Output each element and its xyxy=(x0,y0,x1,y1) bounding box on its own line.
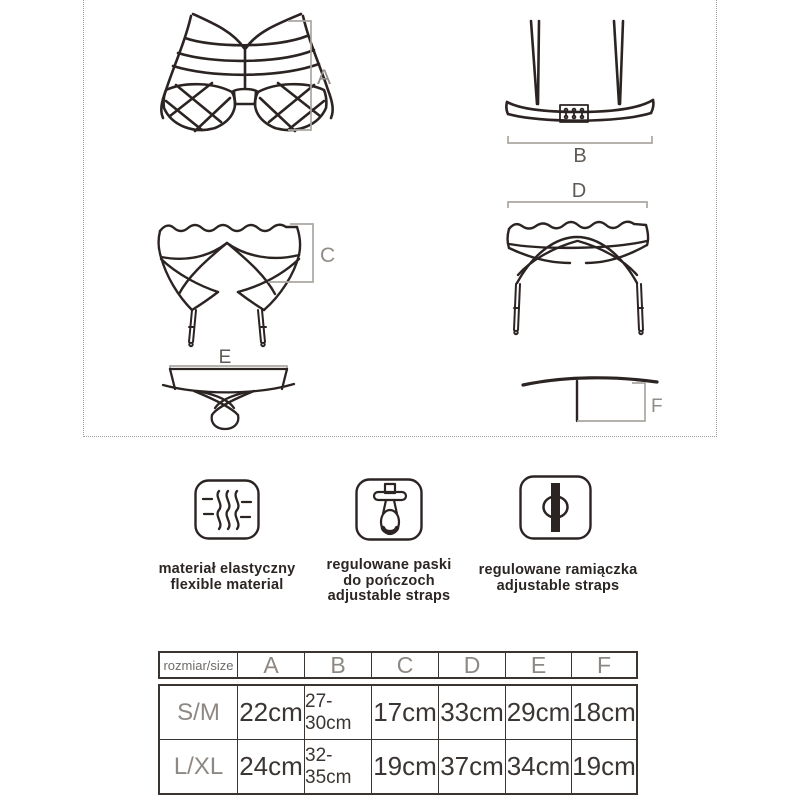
garter-clip-icon xyxy=(354,477,424,542)
table-header-cell: D xyxy=(439,653,506,677)
table-cell: 32-35cm xyxy=(305,740,372,793)
table-cell: 22cm xyxy=(238,686,305,739)
panties-diagram xyxy=(158,345,298,433)
caption-line: materiał elastyczny xyxy=(158,561,296,577)
table-row-sm xyxy=(160,686,636,740)
measure-label-a: A xyxy=(317,66,332,89)
table-cell: 17cm xyxy=(372,686,439,739)
measure-bracket-b xyxy=(508,136,652,143)
table-header-cell: E xyxy=(506,653,572,677)
back-strap-diagram xyxy=(515,368,670,430)
size-table xyxy=(158,651,638,795)
measure-bracket-c xyxy=(268,224,313,282)
garter-back-diagram xyxy=(500,180,665,345)
size-table-header-row xyxy=(158,651,638,679)
feature-caption-straps xyxy=(438,563,678,594)
table-cell: 19cm xyxy=(572,751,636,781)
table-header-cell: rozmiar/size xyxy=(160,653,238,677)
table-cell-size: S/M xyxy=(160,686,238,739)
caption-line: flexible material xyxy=(170,576,284,593)
caption-line: do pończoch xyxy=(343,572,435,589)
strap-slider-icon xyxy=(518,474,593,541)
table-cell: 29cm xyxy=(506,686,572,739)
table-cell: 37cm xyxy=(439,740,506,793)
caption-line: adjustable straps xyxy=(496,577,620,594)
measure-bracket-f xyxy=(577,383,645,421)
caption-line: regulowane ramiączka xyxy=(478,562,638,578)
table-cell: 33cm xyxy=(439,686,506,739)
garter-front-diagram xyxy=(150,215,345,350)
measure-label-b: B xyxy=(573,145,587,167)
table-row-lxl xyxy=(160,740,636,793)
table-header-cell: A xyxy=(238,653,305,677)
measure-label-d: D xyxy=(571,180,587,202)
bra-front-diagram xyxy=(145,8,345,138)
caption-line: adjustable straps xyxy=(327,588,451,604)
bra-back-diagram xyxy=(500,15,660,167)
measure-label-f: F xyxy=(651,396,663,417)
measure-bracket-d xyxy=(508,202,647,208)
table-cell: 24cm xyxy=(238,740,305,793)
table-cell: 34cm xyxy=(506,740,572,793)
size-table-body xyxy=(158,684,638,795)
elastic-material-icon xyxy=(193,478,261,541)
table-cell: 18cm xyxy=(572,697,636,727)
table-cell: 19cm xyxy=(372,740,439,793)
table-header-cell: B xyxy=(305,653,372,677)
strap-bar xyxy=(551,483,560,532)
table-header-cell: C xyxy=(372,653,439,677)
measure-label-e: E xyxy=(218,347,232,368)
measure-label-c: C xyxy=(320,244,336,267)
caption-line: regulowane paski xyxy=(326,557,452,573)
table-cell: 27-30cm xyxy=(305,686,372,739)
table-cell-size: L/XL xyxy=(160,740,238,793)
table-header-cell: F xyxy=(596,653,612,677)
